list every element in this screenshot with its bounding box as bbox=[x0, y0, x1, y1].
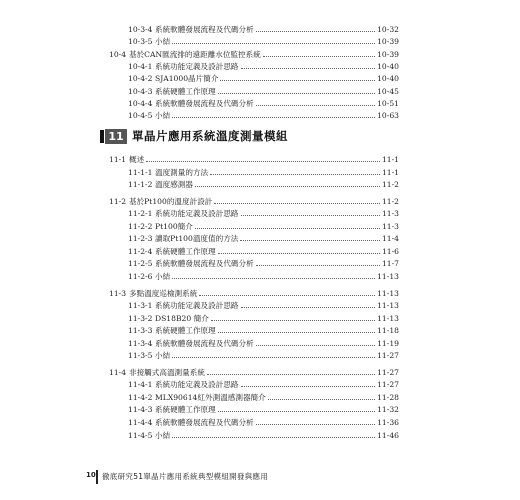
toc-entry-number: 11-4-2 bbox=[128, 392, 153, 402]
toc-entry-title: 基於CAN匯流排的遠距離水位監控系統 bbox=[129, 49, 261, 59]
toc-subsection-entry[interactable] bbox=[0, 36, 520, 48]
toc-subsection-entry[interactable] bbox=[0, 61, 520, 73]
toc-leader-dots bbox=[256, 345, 375, 346]
toc-entry-number: 10-4-4 bbox=[128, 98, 153, 108]
toc-entry-number: 11-3-4 bbox=[128, 338, 153, 348]
toc-entry-page: 10-32 bbox=[377, 25, 399, 34]
toc-leader-dots bbox=[199, 295, 375, 296]
toc-entry-number: 11-2-3 bbox=[128, 234, 153, 244]
toc-leader-dots bbox=[218, 332, 375, 333]
toc-entry-page: 11-2 bbox=[381, 180, 399, 190]
toc-entry-page: 11-1 bbox=[381, 155, 399, 164]
toc-entry-page: 11-32 bbox=[377, 405, 399, 415]
toc-entry-title: 小結 bbox=[155, 37, 171, 47]
toc-entry-title: 系統軟體發展流程及代碼分析 bbox=[155, 259, 254, 269]
toc-entry-number: 11-3-1 bbox=[128, 301, 153, 311]
chapter-title: 單晶片應用系統溫度測量模組 bbox=[132, 129, 288, 143]
toc-entry-number: 10-4-1 bbox=[128, 61, 153, 71]
toc-entry-title: 概述 bbox=[129, 155, 145, 164]
toc-entry-number: 11-2-5 bbox=[128, 259, 153, 269]
toc-entry-title: 系統功能定義及設計思路 bbox=[155, 209, 239, 219]
toc-leader-dots bbox=[172, 357, 375, 358]
toc-entry-page: 11-27 bbox=[377, 380, 399, 390]
toc-entry-page: 11-3 bbox=[381, 209, 399, 219]
toc-section-entry[interactable] bbox=[0, 367, 520, 379]
chapter-marker bbox=[100, 130, 104, 143]
toc-entry-title: 系統硬體工作原理 bbox=[155, 86, 216, 96]
toc-entry-number: 11-1-1 bbox=[128, 167, 153, 177]
toc-subsection-entry[interactable] bbox=[0, 233, 520, 245]
toc-subsection-entry[interactable] bbox=[0, 300, 520, 312]
toc-entry-number: 11-2-6 bbox=[128, 271, 153, 281]
toc-entry-page: 11-27 bbox=[377, 367, 399, 377]
toc-entry-number: 11-2 bbox=[109, 196, 127, 206]
toc-entry-number: 11-4-1 bbox=[128, 380, 153, 390]
toc-entry-page: 11-6 bbox=[381, 246, 399, 256]
toc-subsection-entry[interactable] bbox=[0, 338, 520, 350]
toc-entry-title: 溫度感測器 bbox=[155, 180, 193, 190]
toc-leader-dots bbox=[256, 105, 375, 106]
toc-entry-title: 非接觸式高溫測量系統 bbox=[129, 367, 205, 377]
toc-subsection-entry[interactable] bbox=[0, 325, 520, 337]
toc-entry-title: 基於Pt100的溫度計設計 bbox=[129, 196, 213, 206]
toc-subsection-entry[interactable] bbox=[0, 24, 520, 36]
toc-entry-number: 11-3-3 bbox=[128, 326, 153, 336]
footer-divider bbox=[96, 470, 98, 484]
toc-entry-number: 11-2-4 bbox=[128, 246, 153, 256]
toc-leader-dots bbox=[256, 31, 375, 32]
toc-leader-dots bbox=[211, 320, 375, 321]
toc-entry-page: 11-4 bbox=[381, 234, 399, 244]
toc-subsection-entry[interactable] bbox=[0, 110, 520, 122]
toc-subsection-entry[interactable] bbox=[0, 350, 520, 362]
toc-entry-title: 多點溫度巡檢測系統 bbox=[129, 288, 198, 298]
chapter-heading bbox=[100, 127, 430, 147]
toc-entry-page: 10-63 bbox=[377, 111, 399, 121]
toc-entry-page: 11-27 bbox=[377, 351, 399, 361]
toc-entry-page: 11-13 bbox=[377, 301, 399, 311]
toc-entry-number: 11-1 bbox=[109, 155, 127, 164]
toc-entry-number: 11-1-2 bbox=[128, 180, 153, 190]
toc-subsection-entry[interactable] bbox=[0, 379, 520, 391]
toc-leader-dots bbox=[207, 374, 375, 375]
toc-entry-page: 10-39 bbox=[377, 37, 399, 47]
toc-entry-title: DS18B20 簡介 bbox=[155, 313, 209, 323]
toc-entry-number: 10-4-3 bbox=[128, 86, 153, 96]
toc-entry-page: 10-39 bbox=[377, 49, 399, 59]
toc-leader-dots bbox=[256, 424, 375, 425]
toc-entry-title: 系統功能定義及設計思路 bbox=[155, 301, 239, 311]
toc-subsection-entry[interactable] bbox=[0, 246, 520, 258]
toc-subsection-entry[interactable] bbox=[0, 417, 520, 429]
toc-entry-page: 11-46 bbox=[377, 430, 399, 440]
toc-subsection-entry[interactable] bbox=[0, 73, 520, 85]
toc-section-entry[interactable] bbox=[0, 154, 520, 166]
toc-subsection-entry[interactable] bbox=[0, 271, 520, 283]
toc-subsection-entry[interactable] bbox=[0, 258, 520, 270]
toc-leader-dots bbox=[218, 253, 380, 254]
toc-entry-number: 11-4-5 bbox=[128, 430, 153, 440]
toc-entry-title: 系統硬體工作原理 bbox=[155, 246, 216, 256]
toc-leader-dots bbox=[195, 186, 380, 187]
toc-entry-title: 系統硬體工作原理 bbox=[155, 405, 216, 415]
toc-entry-number: 10-3-5 bbox=[128, 37, 153, 47]
toc-entry-title: 溫度測量的方法 bbox=[155, 167, 209, 177]
toc-entry-title: 系統軟體發展流程及代碼分析 bbox=[155, 338, 254, 348]
toc-leader-dots bbox=[218, 93, 375, 94]
toc-entry-number: 10-4-2 bbox=[128, 74, 153, 84]
toc-entry-number: 10-4-5 bbox=[128, 111, 153, 121]
toc-subsection-entry[interactable] bbox=[0, 208, 520, 220]
toc-leader-dots bbox=[256, 265, 380, 266]
toc-entry-number: 11-2-2 bbox=[128, 221, 153, 231]
toc-subsection-entry[interactable] bbox=[0, 221, 520, 233]
toc-leader-dots bbox=[268, 399, 375, 400]
footer-book-title: 徹底研究51單晶片應用系統典型模組開發與應用 bbox=[102, 472, 269, 481]
toc-section-entry[interactable] bbox=[0, 288, 520, 300]
toc-leader-dots bbox=[172, 117, 375, 118]
toc-entry-page: 11-1 bbox=[381, 167, 399, 177]
chapter-number: 11 bbox=[105, 129, 127, 144]
toc-entry-number: 10-4 bbox=[109, 49, 127, 59]
toc-entry-title: 系統功能定義及設計思路 bbox=[155, 380, 239, 390]
toc-entry-title: 系統軟體發展流程及代碼分析 bbox=[155, 418, 254, 427]
toc-subsection-entry[interactable] bbox=[0, 167, 520, 179]
toc-subsection-entry[interactable] bbox=[0, 404, 520, 416]
toc-entry-number: 11-3-5 bbox=[128, 351, 153, 361]
toc-leader-dots bbox=[210, 174, 380, 175]
toc-entry-number: 11-4 bbox=[109, 367, 127, 377]
toc-entry-page: 11-7 bbox=[381, 259, 399, 269]
toc-entry-title: 讀取Pt100溫度值的方法 bbox=[155, 234, 239, 244]
toc-entry-title: 系統硬體工作原理 bbox=[155, 326, 216, 336]
toc-entry-number: 11-2-1 bbox=[128, 209, 153, 219]
toc-entry-title: 小結 bbox=[155, 351, 171, 361]
toc-leader-dots bbox=[241, 68, 375, 69]
footer-page-number: 10 bbox=[86, 471, 96, 479]
toc-entry-title: 系統功能定義及設計思路 bbox=[155, 61, 239, 71]
toc-leader-dots bbox=[195, 228, 380, 229]
toc-entry-page: 10-51 bbox=[377, 98, 399, 108]
toc-entry-page: 10-45 bbox=[377, 86, 399, 96]
toc-leader-dots bbox=[146, 161, 380, 162]
toc-subsection-entry[interactable] bbox=[0, 98, 520, 110]
toc-entry-title: 系統軟體發展流程及代碼分析 bbox=[155, 98, 254, 108]
toc-entry-page: 11-3 bbox=[381, 221, 399, 231]
toc-entry-title: 小結 bbox=[155, 271, 171, 281]
toc-entry-title: 系統軟體發展流程及代碼分析 bbox=[155, 25, 254, 34]
toc-section-entry[interactable] bbox=[0, 196, 520, 208]
toc-leader-dots bbox=[241, 215, 380, 216]
toc-entry-title: 小結 bbox=[155, 111, 171, 121]
toc-entry-page: 11-13 bbox=[377, 271, 399, 281]
toc-entry-title: MLX90614紅外測溫感測器簡介 bbox=[155, 392, 266, 402]
toc-subsection-entry[interactable] bbox=[0, 392, 520, 404]
toc-entry-title: SJA1000晶片簡介 bbox=[155, 74, 219, 84]
toc-leader-dots bbox=[240, 240, 380, 241]
toc-entry-number: 11-4-4 bbox=[128, 418, 153, 427]
toc-entry-page: 11-13 bbox=[377, 313, 399, 323]
toc-subsection-entry[interactable] bbox=[0, 86, 520, 98]
toc-entry-page: 11-13 bbox=[377, 288, 399, 298]
toc-subsection-entry[interactable] bbox=[0, 179, 520, 191]
toc-subsection-entry[interactable] bbox=[0, 313, 520, 325]
toc-leader-dots bbox=[241, 386, 375, 387]
toc-entry-number: 11-4-3 bbox=[128, 405, 153, 415]
toc-entry-title: Pt100簡介 bbox=[155, 221, 193, 231]
toc-entry-page: 11-2 bbox=[381, 196, 399, 206]
toc-subsection-entry[interactable] bbox=[0, 430, 520, 442]
toc-leader-dots bbox=[214, 203, 380, 204]
toc-entry-page: 11-19 bbox=[377, 338, 399, 348]
toc-leader-dots bbox=[172, 278, 375, 279]
toc-leader-dots bbox=[218, 411, 375, 412]
toc-entry-title: 小結 bbox=[155, 430, 171, 440]
toc-entry-page: 11-28 bbox=[377, 392, 399, 402]
toc-entry-page: 11-18 bbox=[377, 326, 399, 336]
toc-leader-dots bbox=[263, 56, 375, 57]
toc-leader-dots bbox=[241, 307, 375, 308]
toc-leader-dots bbox=[172, 43, 375, 44]
toc-leader-dots bbox=[220, 80, 375, 81]
toc-entry-number: 11-3 bbox=[109, 288, 127, 298]
toc-entry-page: 10-40 bbox=[377, 74, 399, 84]
toc-section-entry[interactable] bbox=[0, 49, 520, 61]
toc-entry-number: 10-3-4 bbox=[128, 25, 153, 34]
toc-entry-page: 10-40 bbox=[377, 61, 399, 71]
toc-entry-page: 11-36 bbox=[377, 418, 399, 427]
toc-leader-dots bbox=[172, 437, 375, 438]
toc-entry-number: 11-3-2 bbox=[128, 313, 153, 323]
